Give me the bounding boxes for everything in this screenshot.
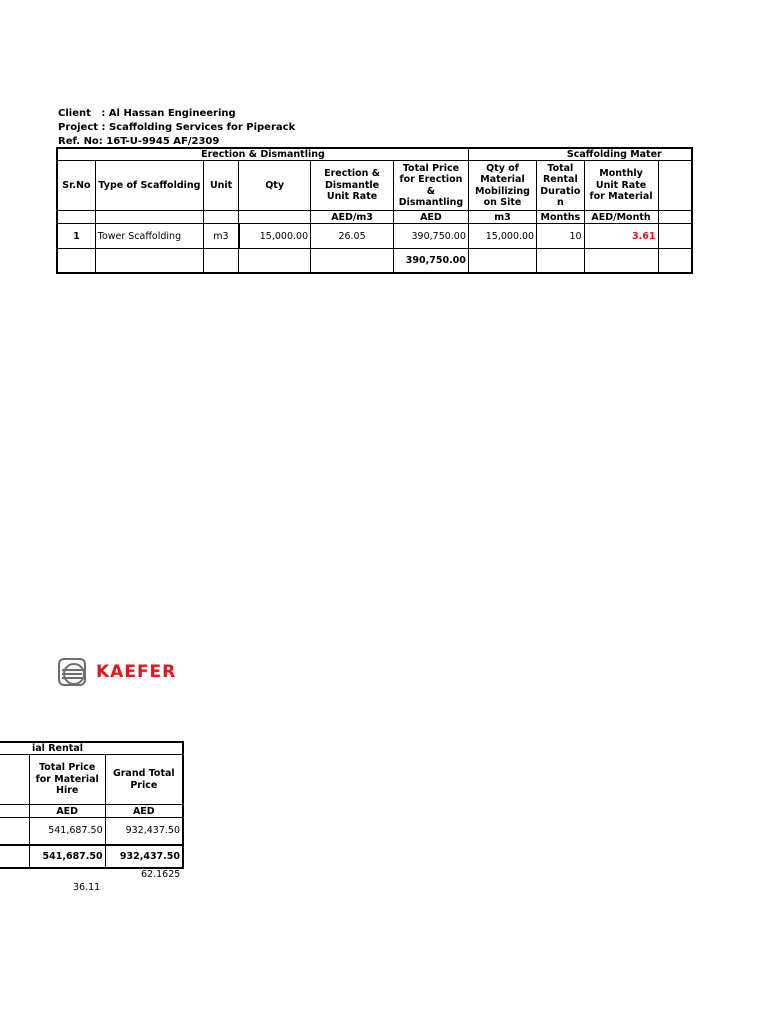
total-cell-empty: [239, 249, 311, 273]
group-scaffolding-material-rental: Scaffolding Mater: [468, 148, 692, 161]
table-row: [57, 224, 692, 249]
col-header-duration: Total Rental Duratio n: [537, 161, 584, 211]
unit-cell-empty: [204, 211, 239, 224]
stray-value-b: 36.11: [73, 882, 101, 893]
group-material-rental-cont: ial Rental: [0, 742, 183, 755]
total-cell-cut: [0, 845, 29, 868]
column-header-row: [57, 161, 692, 211]
cell-cut: [0, 818, 29, 845]
group-erection-dismantling: Erection & Dismantling: [57, 148, 468, 161]
project-line: Project : Scaffolding Services for Piperack: [58, 122, 296, 133]
stray-value-a: 62.1625: [141, 869, 181, 880]
unit-row: [57, 211, 692, 224]
unit-grand-total: AED: [105, 805, 183, 818]
table-row: [0, 818, 183, 845]
col-header-qty: Qty: [239, 161, 311, 211]
group-header-row: [57, 148, 692, 161]
unit-cell-empty: [95, 211, 203, 224]
cell-qty: 15,000.00: [239, 224, 311, 249]
col-header-grand-total: Grand Total Price: [105, 755, 183, 805]
cell-duration: 10: [537, 224, 584, 249]
col-header-unit: Unit: [204, 161, 239, 211]
kaefer-logo-text: KAEFER: [96, 662, 177, 682]
total-cell-empty: [204, 249, 239, 273]
unit-duration: Months: [537, 211, 584, 224]
unit-qty-material: m3: [468, 211, 536, 224]
cell-rate: 26.05: [311, 224, 394, 249]
unit-cell-empty: [239, 211, 311, 224]
total-cell-cut: [658, 249, 692, 273]
col-header-monthly-rate: Monthly Unit Rate for Material: [584, 161, 658, 211]
erection-table: [56, 147, 693, 274]
col-header-rate: Erection & Dismantle Unit Rate: [311, 161, 394, 211]
erection-table-viewport: [56, 147, 693, 275]
unit-total-price: AED: [394, 211, 469, 224]
col-header-cut: [658, 161, 692, 211]
col-header-cut: [0, 755, 29, 805]
col-header-material-hire: Total Price for Material Hire: [29, 755, 105, 805]
total-cell-empty: [537, 249, 584, 273]
material-rental-table-viewport: [0, 741, 184, 870]
column-header-row: [0, 755, 183, 805]
unit-row: [0, 805, 183, 818]
total-cell-empty: [95, 249, 203, 273]
material-rental-table: [0, 741, 184, 869]
cell-qty-material: 15,000.00: [468, 224, 536, 249]
unit-cell-cut: [0, 805, 29, 818]
unit-cell-empty: [57, 211, 95, 224]
cell-monthly-rate: 3.61: [584, 224, 658, 249]
col-header-total-price: Total Price for Erection & Dismantling: [394, 161, 469, 211]
unit-monthly-rate: AED/Month: [584, 211, 658, 224]
cell-grand-total: 932,437.50: [105, 818, 183, 845]
unit-material-hire: AED: [29, 805, 105, 818]
col-header-srno: Sr.No: [57, 161, 95, 211]
ref-line: Ref. No: 16T-U-9945 AF/2309: [58, 136, 220, 147]
client-line: Client : Al Hassan Engineering: [58, 108, 236, 119]
kaefer-logo-icon: [58, 658, 86, 686]
total-cell-empty: [468, 249, 536, 273]
col-header-type: Type of Scaffolding: [95, 161, 203, 211]
total-cell-empty: [584, 249, 658, 273]
kaefer-logo: [58, 657, 188, 689]
cell-total-price: 390,750.00: [394, 224, 469, 249]
unit-rate: AED/m3: [311, 211, 394, 224]
total-cell-empty: [311, 249, 394, 273]
cell-cut: [658, 224, 692, 249]
cell-unit: m3: [204, 224, 239, 249]
unit-cell-cut: [658, 211, 692, 224]
group-header-row: [0, 742, 183, 755]
total-row: [0, 845, 183, 868]
total-row: [57, 249, 692, 273]
cell-material-hire: 541,687.50: [29, 818, 105, 845]
col-header-qty-material: Qty of Material Mobilizing on Site: [468, 161, 536, 211]
total-grand-total: 932,437.50: [105, 845, 183, 868]
cell-srno: 1: [57, 224, 95, 249]
total-erection-price: 390,750.00: [394, 249, 469, 273]
cell-type: Tower Scaffolding: [95, 224, 203, 249]
total-cell-empty: [57, 249, 95, 273]
total-material-hire: 541,687.50: [29, 845, 105, 868]
